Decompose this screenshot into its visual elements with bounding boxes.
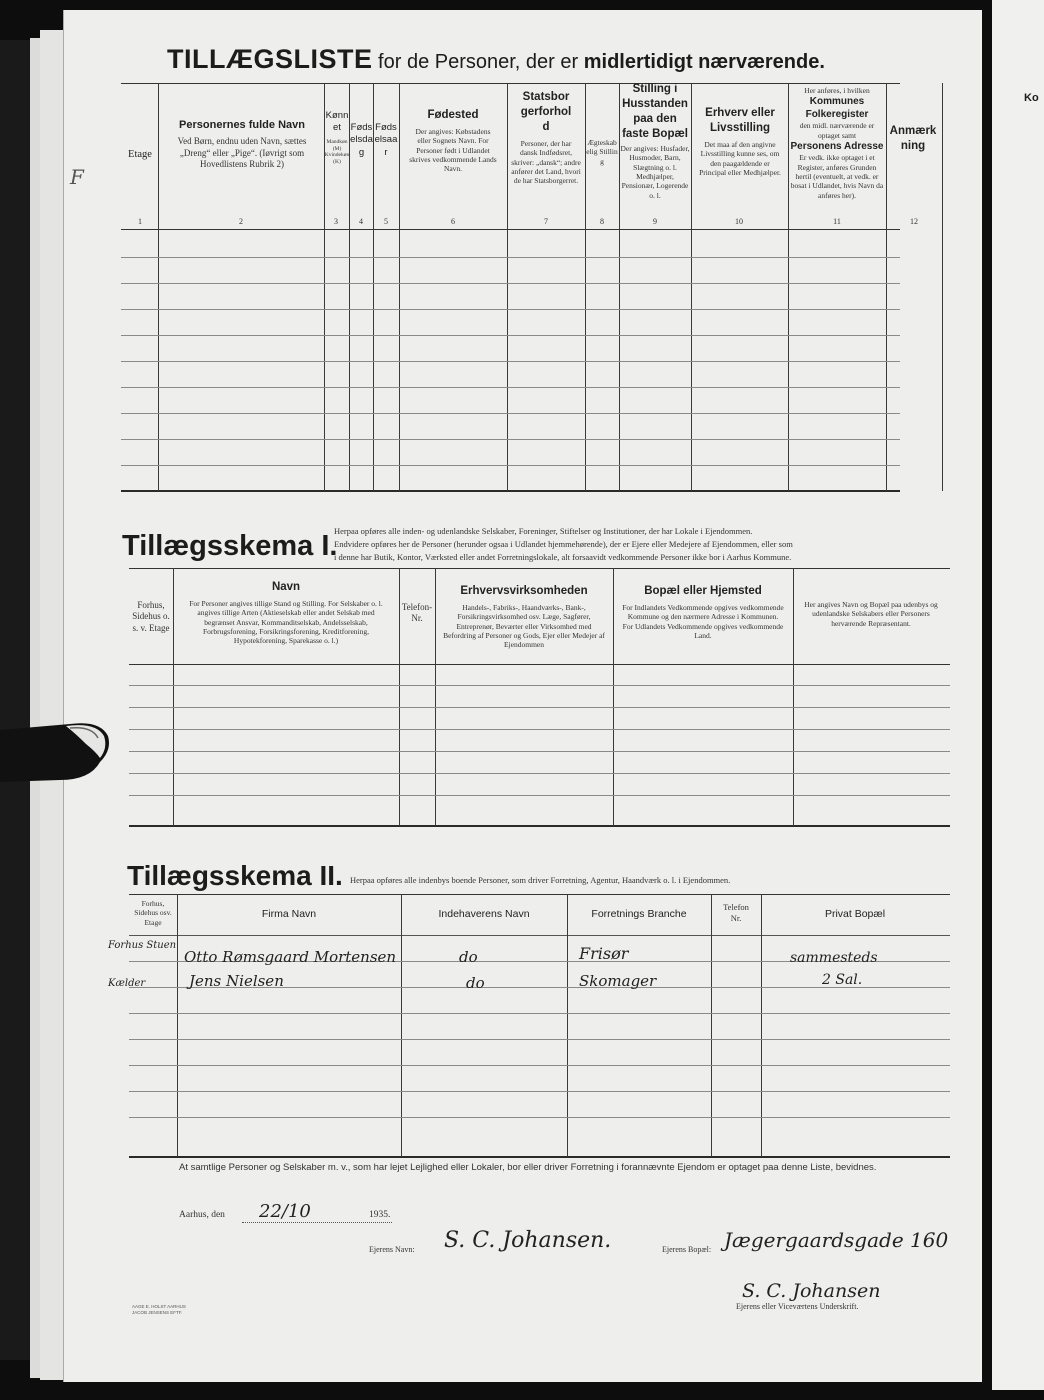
top-table-row-line [121, 413, 900, 414]
column-number: 12 [910, 217, 918, 226]
right-page-fragment [992, 0, 1044, 1390]
schema1-intro: Herpaa opføres alle inden- og udenlandske Selskaber, Foreninger, Stiftelser og Institutioner, der har Lokale i Ejendommen. Endvidere opføres her de Personer (herunder ogsaa i Udlandet hjemmehørende), der er Ejere eller Medejere af Ejendommen, eller som i denne har Butik, Kontor, Værksted eller andet Forretningslokale, alt forsaavidt vedkommende Personer ikke bor i Aarhus Kommune. [334, 526, 793, 562]
right-page-text: Ko [1024, 92, 1039, 104]
column-number: 2 [239, 217, 243, 226]
column-number: 6 [451, 217, 455, 226]
owner-address: Jægergaardsgade 160 [724, 1228, 949, 1252]
top-table-row-line [121, 361, 900, 362]
page-title [167, 44, 825, 75]
col-register-header: Her anføres, i hvilken Kommunes Folkeregister den midl. nærværende er optaget samt Personens Adresse Er vedk. ikke optaget i et Register, anføres Grunden hertil (eventuelt, at vedk. er bosat i Udlandet, hvis Navn da anføres her). [790, 86, 884, 200]
owner-name-label: Ejerens Navn: [369, 1245, 415, 1254]
top-table-row-line [121, 283, 900, 284]
col-sex-header: Kønnet Mandkøn (M) Kvindekøn (K) [325, 110, 349, 166]
schema2-intro: Herpaa opføres alle indenbys boende Personer, som driver Forretning, Agentur, Haandværk o. l. i Ejendommen. [350, 875, 731, 885]
s1-col-repr: Her angives Navn og Bopæl paa udenbys og udenlandske Selskabers eller Personers herværende Repræsentant. [804, 600, 938, 628]
owner-address-label: Ejerens Bopæl: [662, 1245, 712, 1254]
col-birthplace-header: Fødested Der angives: Købstadens eller Sognets Navn. For Personer født i Udlandet skrives vedkommende Lands Navn. [409, 109, 497, 174]
top-table-row-line [121, 335, 900, 336]
top-table-column-line [942, 83, 943, 491]
s2-row2-bopael: 2 Sal. [822, 972, 863, 988]
col-name-header: Personernes fulde Navn Ved Børn, endnu uden Navn, sættes „Dreng“ eller „Pige“. (Iøvrigt som Hovedlistens Rubrik 2) [177, 119, 307, 169]
s2-row-line [129, 1117, 950, 1118]
col-household-header: Stilling i Husstanden paa den faste Bopæl Der angives: Husfader, Husmoder, Barn, Slægtning o. l. Medhjælper, Pensionær, Logerende o. l. [620, 83, 690, 200]
s1-row-line [129, 685, 950, 686]
s2-row1-firma: Otto Rømsgaard Mortensen [184, 948, 397, 966]
top-table-row-line [121, 387, 900, 388]
s1-row-line [129, 795, 950, 796]
col-etage-header: Etage [128, 149, 152, 160]
s2-col-etage: Forhus, Sidehus osv. Etage [134, 899, 172, 927]
owner-name: S. C. Johansen. [444, 1228, 612, 1253]
s2-col-firma: Firma Navn [261, 908, 317, 920]
s1-col-navn: Navn For Personer angives tillige Stand og Stilling. For Selskaber o. l. angives tillige Arten (Aktieselskab eller andet Selskab med begrænset Ansvar, Kommanditselskab, Andelsselskab, Forbrugsforening, Forsikringsforening, Kreditforening, Hypotekforening, Sparekasse o. l.) [189, 581, 383, 646]
s1-row-line [129, 773, 950, 774]
s2-row2-indehaver: do [466, 974, 485, 992]
form-page [63, 10, 982, 1382]
owner-signature: S. C. Johansen [742, 1280, 881, 1302]
top-table-column-line [158, 83, 159, 491]
title-main: TILLÆGSLISTE [167, 44, 373, 74]
s1-col-telefon: Telefon-Nr. [401, 602, 433, 624]
top-table-row-line [121, 309, 900, 310]
s1-col-erhverv: Erhvervsvirksomheden Handels-, Fabriks-, Haandværks-, Bank-, Forsikringsvirksomhed osv. Læge, Sagfører, Entreprenør, Beværter eller Virksomhed med Befordring af Personer og Gods, Ejer eller Medejer af Ejendommen [443, 585, 605, 650]
s2-col-bopael: Privat Bopæl [824, 908, 886, 920]
column-number: 3 [334, 217, 338, 226]
s2-row-line [129, 1065, 950, 1066]
schema2-title: Tillægsskema II. [127, 860, 343, 891]
col-occupation-header: Erhverv eller Livsstilling Det maa af den angivne Livsstilling kunne ses, om den paagældende er Principal eller Medhjælper. [699, 107, 781, 177]
title-mid: for de Personer, der er [372, 51, 584, 73]
s1-row-line [129, 751, 950, 752]
s1-row-line [129, 729, 950, 730]
s2-row2-firma: Jens Nielsen [189, 972, 284, 990]
col-birthyear-header: Fødselsaar [374, 122, 398, 158]
printer-imprint: AAGE E. HOLST AARHUS JACOB JENSENS EFTF. [132, 1304, 186, 1315]
s1-col-etage: Forhus, Sidehus o. s. v. Etage [132, 600, 170, 633]
s2-col-indehaver: Indehaverens Navn [438, 908, 530, 920]
top-table-row-line [121, 439, 900, 440]
s2-row1-branche: Frisør [579, 944, 629, 963]
top-table-row-line [121, 257, 900, 258]
col-birthday-header: Fødselsdag [350, 122, 373, 158]
column-number: 1 [138, 217, 142, 226]
s2-col-branche: Forretnings Branche [591, 908, 687, 920]
s2-row2-etage: Kælder [108, 978, 146, 989]
column-number: 11 [833, 217, 841, 226]
col-marital-header: Ægteskabelig Stilling [586, 138, 618, 166]
s1-col-bopael: Bopæl eller Hjemsted For Indlandets Vedkommende opgives vedkommende Kommune og den nærmere Adresse i Kommunen. For Udlandets Vedkommende opgives vedkommende Land. [622, 585, 784, 641]
column-number: 7 [544, 217, 548, 226]
column-number: 10 [735, 217, 743, 226]
s2-row-line [129, 1039, 950, 1040]
date-line [242, 1222, 392, 1223]
s2-row-line [129, 1091, 950, 1092]
schema1-title: Tillægsskema I. [122, 530, 338, 562]
column-number: 8 [600, 217, 604, 226]
s2-row-line [129, 1013, 950, 1014]
s2-row1-etage: Forhus Stuen [108, 940, 177, 951]
attest-text: At samtlige Personer og Selskaber m. v., som har lejet Lejlighed eller Lokaler, bor eller driver Forretning i forannævnte Ejendom er optaget paa denne Liste, bevidnes. [179, 1162, 877, 1173]
column-number: 4 [359, 217, 363, 226]
s2-row2-branche: Skomager [579, 972, 657, 990]
binder-edge [0, 40, 30, 1360]
top-table-row-line [121, 465, 900, 466]
col-citizenship-header: Statsborgerforhold Personer, der har dansk Indfødsret, skriver: „dansk“; andre anfører det Land, hvori de har Statsborgerret. [511, 91, 581, 186]
s2-row1-indehaver: do [459, 948, 478, 966]
col-remark-header: Anmærkning [889, 125, 937, 152]
column-number: 9 [653, 217, 657, 226]
page-holder-finger [0, 720, 112, 788]
margin-mark: F [70, 165, 84, 189]
s2-row1-bopael: sammesteds [790, 950, 878, 966]
city-label: Aarhus, den [179, 1210, 225, 1220]
date-value: 22/10 [259, 1201, 311, 1222]
title-bold: midlertidigt nærværende. [583, 51, 825, 73]
s1-row-line [129, 707, 950, 708]
column-number: 5 [384, 217, 388, 226]
s2-col-telefon: Telefon Nr. [723, 902, 749, 923]
signature-label: Ejerens eller Viceværtens Underskrift. [736, 1302, 859, 1311]
year-label: 1935. [369, 1210, 391, 1220]
